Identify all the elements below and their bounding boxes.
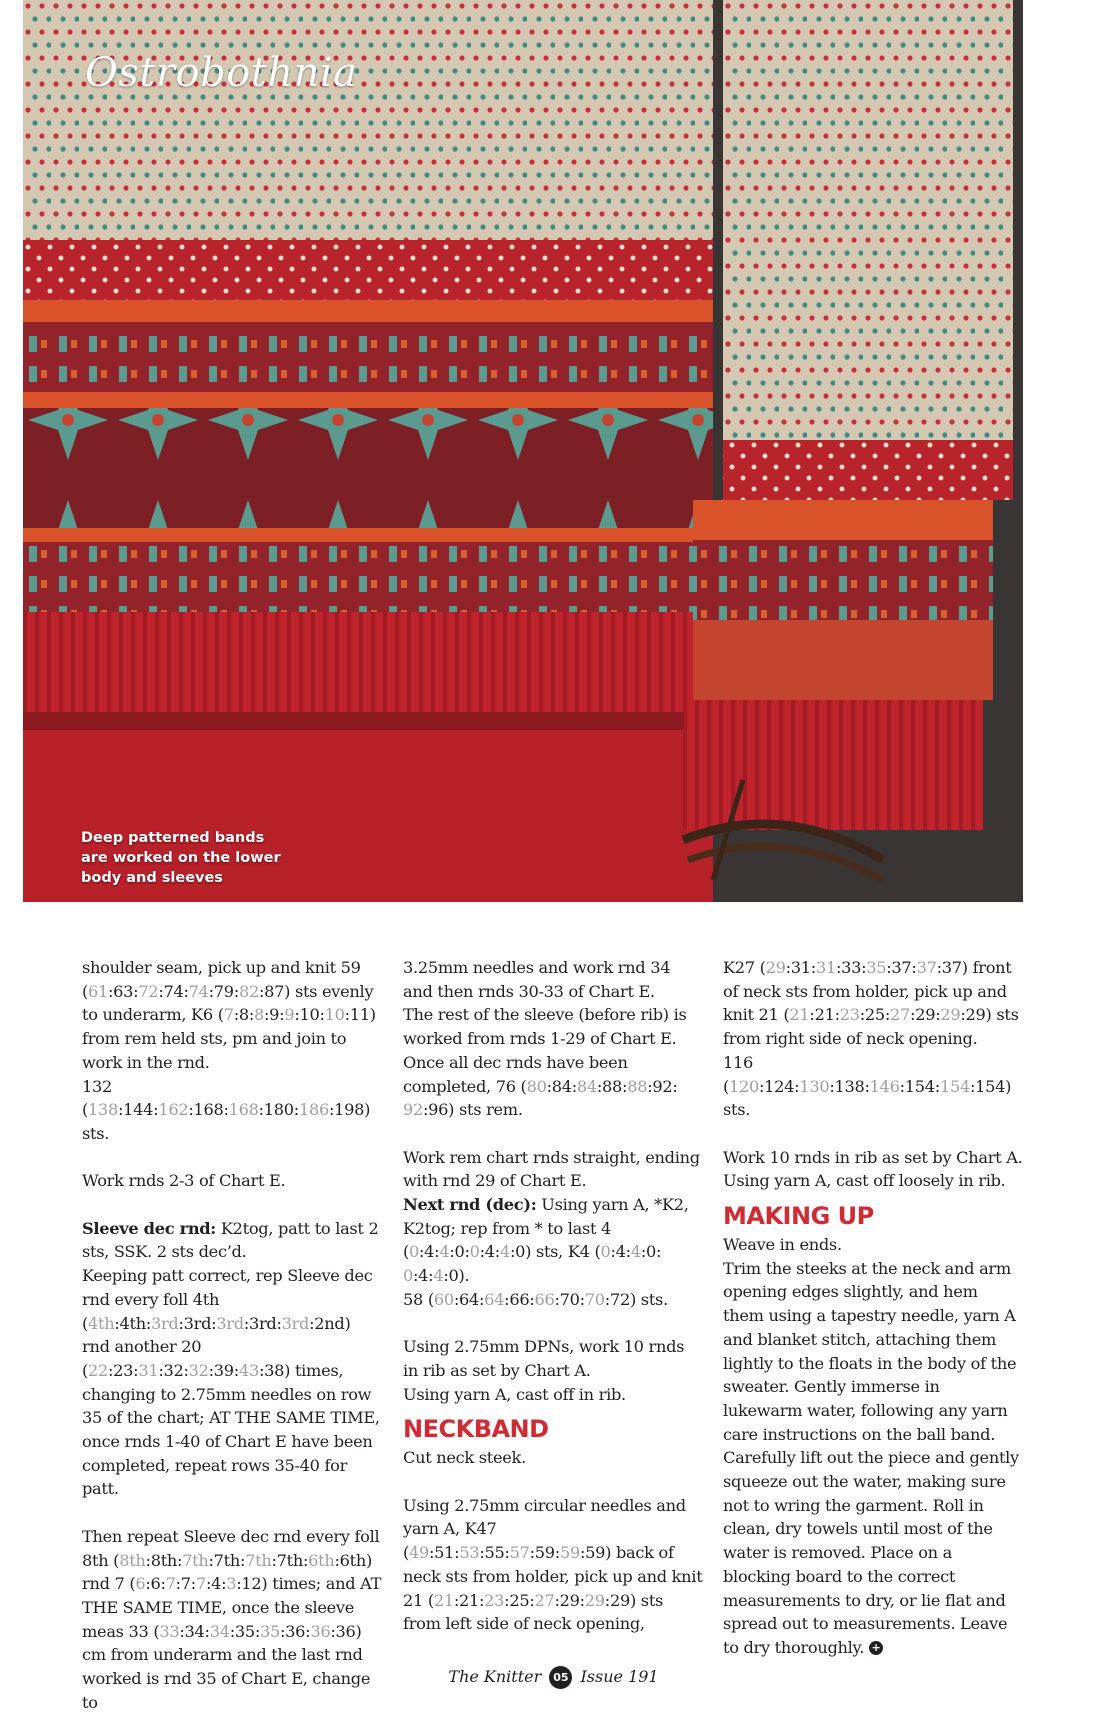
section-heading-making-up: MAKING UP <box>723 1202 874 1231</box>
issue-number: Issue 191 <box>580 1667 659 1686</box>
photo-caption: Deep patterned bands are worked on the lower body and sleeves <box>81 830 281 886</box>
paragraph: Cut neck steek. <box>403 1448 526 1468</box>
paragraph: 3.25mm needles and work rnd 34 and then rnds 30-33 of Chart E. The rest of the sleeve (before rib) is worked from rnds 1-29 of Chart E. Once all dec rnds have been completed, 76 (80:84:84:88:88:92: 92:96) sts rem. <box>403 958 687 1120</box>
magazine-name: The Knitter <box>448 1667 542 1686</box>
page-footer <box>0 1666 1107 1689</box>
paragraph: Using 2.75mm circular needles and yarn A, K47 (49:51:53:55:57:59:59:59) back of neck sts from holder, pick up and knit 21 (21:21:23:25:27:29:29:29) sts from left side of neck opening, <box>403 1495 703 1634</box>
hero-photo <box>23 0 1023 902</box>
text-column-2 <box>403 956 703 1636</box>
sweater-illustration <box>23 0 1023 902</box>
paragraph: shoulder seam, pick up and knit 59 (61:63:72:74:74:79:82:87) sts evenly to underarm, K6 (7:8:8:9:9:10:10:11) from rem held sts, pm and join to work in the rnd. 132 (138:144:162:168:168:180:186:198) sts. <box>82 958 376 1143</box>
paragraph: Sleeve dec rnd: K2tog, patt to last 2 sts, SSK. 2 sts dec’d. Keeping patt correct, rep Sleeve dec rnd every foll 4th (4th:4th:3rd:3rd:3rd:3rd:3rd:2nd) rnd another 20 (22:23:31:32:32:39:43:38) times, changing to 2.75mm needles on row 35 of the chart; AT THE SAME TIME, once rnds 1-40 of Chart E have been completed, repeat rows 35-40 for patt. <box>82 1218 380 1499</box>
paragraph: K27 (29:31:31:33:35:37:37:37) front of neck sts from holder, pick up and knit 21 (21:21:23:25:27:29:29:29) sts from right side of neck opening. 116 (120:124:130:138:146:154:154:154) sts. <box>723 958 1019 1120</box>
page-number: 05 <box>549 1666 572 1689</box>
paragraph: Work 10 rnds in rib as set by Chart A. Using yarn A, cast off loosely in rib. <box>723 1147 1023 1191</box>
pattern-title: Ostrobothnia <box>85 50 358 96</box>
paragraph: Using 2.75mm DPNs, work 10 rnds in rib as set by Chart A. Using yarn A, cast off in rib. <box>403 1337 685 1404</box>
paragraph: Work rem chart rnds straight, ending with rnd 29 of Chart E. Next rnd (dec): Using yarn A, *K2, K2tog; rep from * to last 4 (0:4:4:0:0:4:4:0) sts, K4 (0:4:4:0: 0:4:4:0). 58 (60:64:64:66:66:70:70:72) sts. <box>403 1147 700 1309</box>
paragraph: Then repeat Sleeve dec rnd every foll 8th (8th:8th:7th:7th:7th:7th:6th:6th) rnd 7 (6:6:7:7:7:4:3:12) times; and AT THE SAME TIME, once the sleeve meas 33 (33:34:34:35:35:36:36:36) cm from underarm and the last rnd worked is rnd 35 of Chart E, change to <box>82 1526 382 1712</box>
end-mark-icon: + <box>869 1641 883 1655</box>
section-heading-neckband: NECKBAND <box>403 1415 549 1444</box>
text-column-1 <box>82 956 382 1714</box>
text-column-3 <box>723 956 1023 1660</box>
paragraph: Work rnds 2-3 of Chart E. <box>82 1171 286 1191</box>
paragraph: Weave in ends. Trim the steeks at the neck and arm opening edges slightly, and hem them using a tapestry needle, yarn A and blanket stitch, attaching them lightly to the floats in the body of the sweater. Gently immerse in lukewarm water, following any yarn care instructions on the ball band. Carefully lift out the piece and gently squeeze out the water, making sure not to wring the garment. Roll in clean, dry towels until most of the water is removed. Place on a blocking board to the correct measurements to dry, or lie flat and spread out to measurements. Leave to dry thoroughly. + <box>723 1235 1019 1657</box>
